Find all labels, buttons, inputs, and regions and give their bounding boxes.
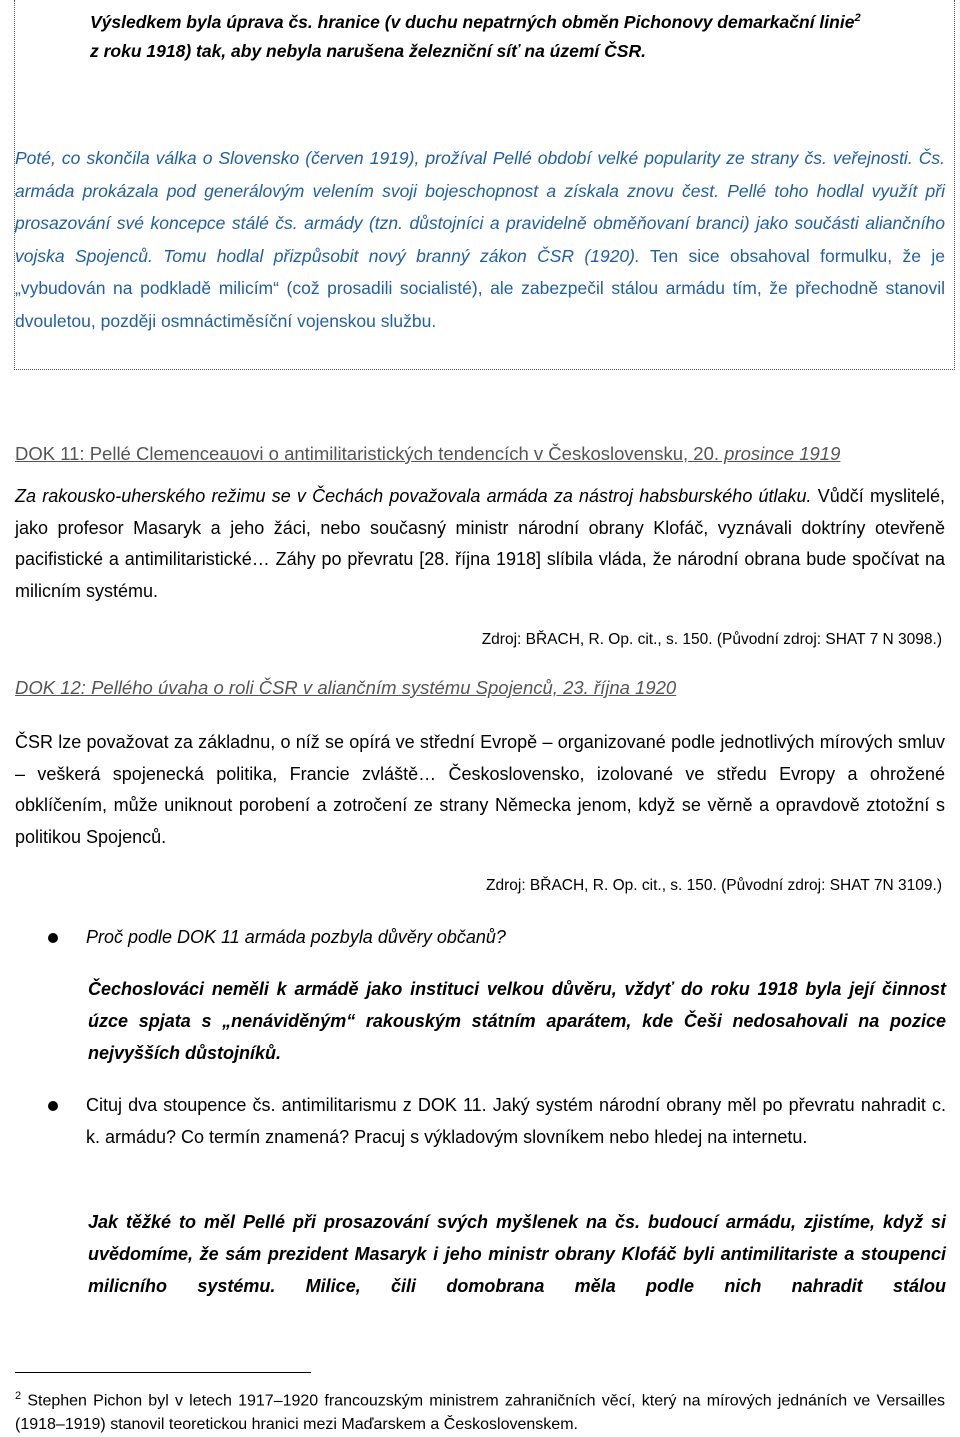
intro-paragraph (90, 4, 950, 66)
dok11-text-normal: Vůdčí myslitelé, jako profesor Masaryk a jeho žáci, nebo současný ministr národní obrany Klofáč, vyznávali doktríny otevřeně pacifistické a antimilitaristické… Záhy po převratu [28. října 1918] slíbila vláda, že národní obrana bude spočívat na milicním systému. (15, 486, 945, 601)
dok11-source: Zdroj: BŘACH, R. Op. cit., s. 150. (Původní zdroj: SHAT 7 N 3098.) (481, 631, 942, 648)
blue-paragraph-normal: Ten sice obsahoval formulku, že je „vybudován na podkladě milicím“ (což prosadili socialisté), ale zabezpečil stálou armádu tím, že přechodně stanovil dvouletou, později osmnáctiměsíční vojenskou službu. (15, 245, 945, 331)
footnote-text: Stephen Pichon byl v letech 1917–1920 francouzským ministrem zahraničních věcí, který na mírových jednáních ve Versailles (1918–1919) stanovil teoretickou hranici mezi Maďarskem a Československem. (15, 1392, 945, 1434)
answer-1: Čechoslováci neměli k armádě jako instituci velkou důvěru, vždyť do roku 1918 byla její činnost úzce spjata s „nenáviděným“ rakouským státním aparátem, kde Češi nedosahovali na pozice nejvyšších důstojníků. (88, 979, 946, 1063)
dok12-title (15, 677, 676, 699)
dok11-title (15, 443, 840, 465)
blue-paragraph-italic: Poté, co skončila válka o Slovensko (červen 1919), prožíval Pellé období velké popularity ze strany čs. veřejnosti. Čs. armáda prokázala pod generálovým velením svoji bojeschopnost a získala znovu čest. Pellé toho hodlal využít při prosazování své koncepce stálé čs. armády (tzn. důstojníci a pravidelně obměňovaní branci) jako součásti aliančního vojska Spojenců. Tomu hodlal přizpůsobit nový branný zákon ČSR (1920). (15, 148, 945, 266)
dok11-text (15, 481, 945, 607)
dok11-text-italic: Za rakousko-uherského režimu se v Čechách považovala armáda za nástroj habsburského útlaku. (15, 486, 812, 506)
dok12-text: ČSR lze považovat za základnu, o níž se opírá ve střední Evropě – organizované podle jednotlivých mírových smluv – veškerá spojenecká politika, Francie zvláště… Československo, izolované ve středu Evropy a ohrožené obklíčením, může uniknout porobení a zotročení ze strany Německa jenom, když se věrně a opravdově ztotožní s politikou Spojenců. (15, 732, 945, 847)
blue-paragraph (15, 142, 945, 337)
footnote-number: 2 (15, 1390, 22, 1402)
footnote-ref[interactable]: 2 (854, 12, 861, 24)
question-1: Proč podle DOK 11 armáda pozbyla důvěry občanů? (86, 927, 506, 947)
dok12-source: Zdroj: BŘACH, R. Op. cit., s. 150. (Původní zdroj: SHAT 7N 3109.) (486, 877, 942, 894)
bullet-icon (48, 1101, 58, 1111)
dok11-title-date: prosince 1919 (719, 443, 841, 464)
footnote-separator (15, 1372, 311, 1373)
bullet-icon (48, 933, 58, 943)
dok11-title-main: DOK 11: Pellé Clemenceauovi o antimilitaristických tendencích v Československu, 20. (15, 443, 720, 464)
footnote (15, 1384, 945, 1437)
dok12-title-text: DOK 12: Pellého úvaha o roli ČSR v aliančním systému Spojenců, 23. října 1920 (15, 677, 677, 698)
question-2: Cituj dva stoupence čs. antimilitarismu z DOK 11. Jaký systém národní obrany měl po převratu nahradit c. k. armádu? Co termín znamená? Pracuj s výkladovým slovníkem nebo hledej na internetu. (86, 1095, 946, 1147)
intro-line-2: z roku 1918) tak, aby nebyla narušena železniční síť na území ČSR. (90, 40, 646, 61)
answer-2: Jak těžké to měl Pellé při prosazování svých myšlenek na čs. budoucí armádu, zjistíme, když si uvědomíme, že sám prezident Masaryk i jeho ministr obrany Klofáč byli antimilitariste a stoupenci milicního systému. Milice, čili domobrana měla podle nich nahradit stálou (88, 1212, 946, 1296)
intro-line-1: Výsledkem byla úprava čs. hranice (v duchu nepatrných obměn Pichonovy demarkační linie (90, 11, 855, 32)
